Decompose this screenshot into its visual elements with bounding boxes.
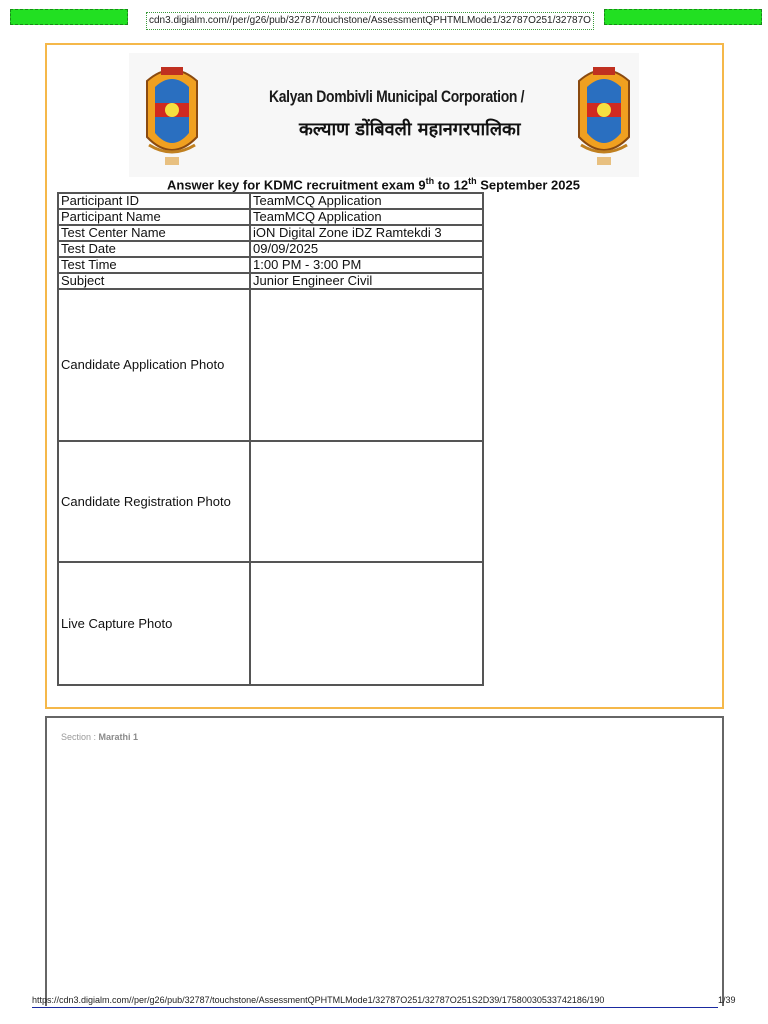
table-row: [58, 241, 483, 257]
photo-row-label: Candidate Registration Photo: [58, 441, 250, 562]
row-value: TeamMCQ Application: [250, 193, 483, 209]
answer-key-title: Answer key for KDMC recruitment exam 9th to 12th September 2025: [167, 176, 580, 193]
page-url-header[interactable]: cdn3.digialm.com//per/g26/pub/32787/touchstone/AssessmentQPHTMLMode1/32787O251/32787O: [146, 12, 594, 30]
kdmc-emblem-left-icon: [139, 59, 205, 171]
photo-row: [58, 562, 483, 685]
table-row: [58, 209, 483, 225]
highlight-tag-right: [604, 9, 762, 25]
row-value: TeamMCQ Application: [250, 209, 483, 225]
kdmc-emblem-right-icon: [571, 59, 637, 171]
corporation-name-marathi: कल्याण डोंबिवली महानगरपालिका: [299, 119, 521, 140]
table-row: [58, 257, 483, 273]
live-capture-photo-slot: [250, 562, 483, 685]
section-label: Section : Marathi 1: [61, 732, 139, 742]
page-url-footer[interactable]: https://cdn3.digialm.com//per/g26/pub/32787/touchstone/AssessmentQPHTMLMode1/32787O251/32787O251S2D39/17580030533742186/190: [32, 995, 718, 1008]
section-name: Marathi 1: [98, 732, 139, 742]
photo-row-label: Candidate Application Photo: [58, 289, 250, 441]
row-label: Test Center Name: [58, 225, 250, 241]
row-label: Participant ID: [58, 193, 250, 209]
table-row: [58, 273, 483, 289]
table-row: [58, 225, 483, 241]
row-value: Junior Engineer Civil: [250, 273, 483, 289]
section-card: [45, 716, 724, 1006]
row-label: Subject: [58, 273, 250, 289]
row-value: 09/09/2025: [250, 241, 483, 257]
table-row: [58, 193, 483, 209]
row-label: Participant Name: [58, 209, 250, 225]
photo-row-label: Live Capture Photo: [58, 562, 250, 685]
candidate-info-card: [45, 43, 724, 709]
highlight-tag-left: [10, 9, 128, 25]
application-photo-slot: [250, 289, 483, 441]
photo-row: [58, 289, 483, 441]
header-banner: [129, 53, 639, 177]
candidate-info-table: [57, 192, 484, 686]
row-value: iON Digital Zone iDZ Ramtekdi 3: [250, 225, 483, 241]
photo-row: [58, 441, 483, 562]
page-indicator: 1/39: [718, 995, 736, 1005]
row-value: 1:00 PM - 3:00 PM: [250, 257, 483, 273]
corporation-name-english: Kalyan Dombivli Municipal Corporation /: [269, 87, 525, 106]
row-label: Test Time: [58, 257, 250, 273]
row-label: Test Date: [58, 241, 250, 257]
registration-photo-slot: [250, 441, 483, 562]
